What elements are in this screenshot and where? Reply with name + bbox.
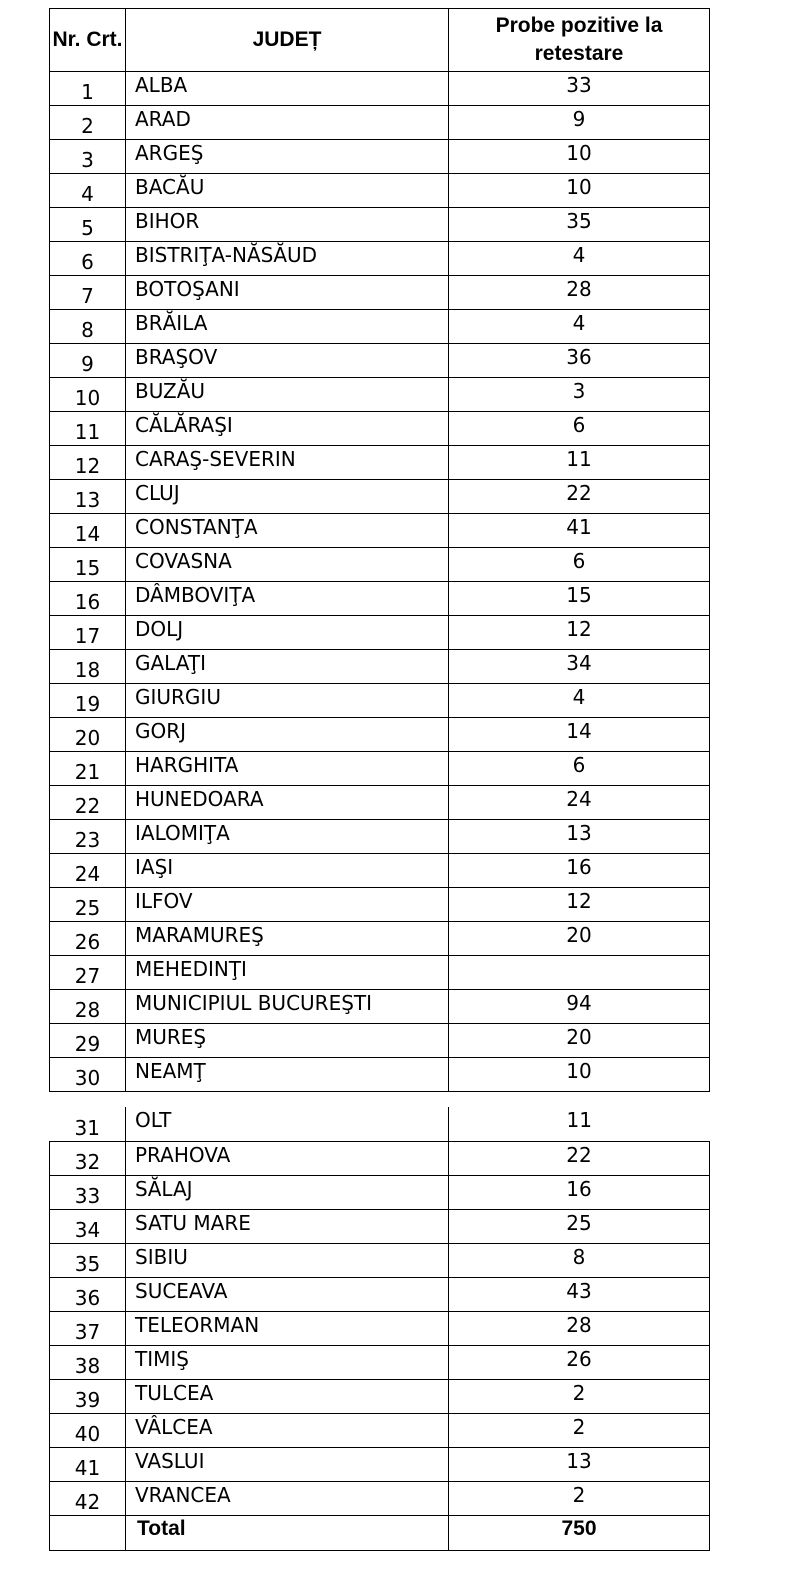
table-row <box>50 1414 710 1448</box>
row-value: 4 <box>449 310 710 344</box>
row-judet: MUNICIPIUL BUCUREŞTI <box>126 990 449 1024</box>
row-number: 7 <box>50 276 126 310</box>
total-row <box>50 1516 710 1551</box>
table-row <box>50 1210 710 1244</box>
row-number: 34 <box>50 1210 126 1244</box>
row-number: 6 <box>50 242 126 276</box>
row-judet: VASLUI <box>126 1448 449 1482</box>
header-nr-crt: Nr. Crt. <box>50 9 126 72</box>
row-value: 4 <box>449 242 710 276</box>
table-row <box>50 616 710 650</box>
row-value: 11 <box>449 1107 710 1142</box>
row-judet: ALBA <box>126 72 449 106</box>
row-judet: IAŞI <box>126 854 449 888</box>
row-value: 4 <box>449 684 710 718</box>
row-value: 33 <box>449 72 710 106</box>
table-row <box>50 446 710 480</box>
table-row <box>50 1380 710 1414</box>
row-number: 30 <box>50 1058 126 1092</box>
table-row <box>50 718 710 752</box>
table-row <box>50 888 710 922</box>
table-row <box>50 378 710 412</box>
row-value: 13 <box>449 1448 710 1482</box>
row-value: 10 <box>449 140 710 174</box>
row-judet: SIBIU <box>126 1244 449 1278</box>
header-judet: JUDEȚ <box>126 9 449 72</box>
header-row <box>50 9 710 72</box>
row-judet: ILFOV <box>126 888 449 922</box>
row-number: 19 <box>50 684 126 718</box>
row-judet: GALAŢI <box>126 650 449 684</box>
row-number: 23 <box>50 820 126 854</box>
row-value: 2 <box>449 1414 710 1448</box>
row-judet: BOTOŞANI <box>126 276 449 310</box>
row-number: 14 <box>50 514 126 548</box>
table-row <box>50 650 710 684</box>
row-value: 41 <box>449 514 710 548</box>
table-row <box>50 72 710 106</box>
table-row <box>50 922 710 956</box>
table-row <box>50 786 710 820</box>
row-judet: GIURGIU <box>126 684 449 718</box>
row-judet: CLUJ <box>126 480 449 514</box>
row-number: 37 <box>50 1312 126 1346</box>
row-number: 26 <box>50 922 126 956</box>
table-row <box>50 956 710 990</box>
row-judet: VÂLCEA <box>126 1414 449 1448</box>
table-row <box>50 140 710 174</box>
row-number: 32 <box>50 1142 126 1176</box>
row-judet: SĂLAJ <box>126 1176 449 1210</box>
row-number: 18 <box>50 650 126 684</box>
row-judet: BISTRIŢA-NĂSĂUD <box>126 242 449 276</box>
header-probe-pozitive: Probe pozitive la retestare <box>449 9 710 72</box>
row-value: 20 <box>449 922 710 956</box>
row-value: 13 <box>449 820 710 854</box>
row-number: 28 <box>50 990 126 1024</box>
row-number: 12 <box>50 446 126 480</box>
row-value: 26 <box>449 1346 710 1380</box>
row-value: 6 <box>449 412 710 446</box>
row-number: 27 <box>50 956 126 990</box>
row-number: 36 <box>50 1278 126 1312</box>
row-judet: HARGHITA <box>126 752 449 786</box>
row-number: 24 <box>50 854 126 888</box>
row-number: 20 <box>50 718 126 752</box>
row-judet: VRANCEA <box>126 1482 449 1516</box>
table-row <box>50 1107 710 1142</box>
row-number: 15 <box>50 548 126 582</box>
row-number: 1 <box>50 72 126 106</box>
row-judet: BUZĂU <box>126 378 449 412</box>
table-row <box>50 1278 710 1312</box>
row-value: 2 <box>449 1380 710 1414</box>
row-value: 35 <box>449 208 710 242</box>
row-judet: GORJ <box>126 718 449 752</box>
table-row <box>50 752 710 786</box>
table-row <box>50 1482 710 1516</box>
row-number: 39 <box>50 1380 126 1414</box>
row-value: 11 <box>449 446 710 480</box>
judete-table-part1 <box>49 8 710 1092</box>
row-value: 34 <box>449 650 710 684</box>
row-value: 24 <box>449 786 710 820</box>
table-row <box>50 1024 710 1058</box>
table-row <box>50 174 710 208</box>
table-row <box>50 1448 710 1482</box>
row-judet: ARAD <box>126 106 449 140</box>
row-value: 14 <box>449 718 710 752</box>
row-number: 11 <box>50 412 126 446</box>
row-number: 38 <box>50 1346 126 1380</box>
table-row <box>50 1176 710 1210</box>
row-number: 35 <box>50 1244 126 1278</box>
row-number: 8 <box>50 310 126 344</box>
row-number: 21 <box>50 752 126 786</box>
table-row <box>50 514 710 548</box>
row-judet: BACĂU <box>126 174 449 208</box>
row-judet: MEHEDINŢI <box>126 956 449 990</box>
row-value: 16 <box>449 1176 710 1210</box>
row-number: 40 <box>50 1414 126 1448</box>
table-row <box>50 990 710 1024</box>
row-value: 6 <box>449 548 710 582</box>
row-number: 16 <box>50 582 126 616</box>
row-number: 3 <box>50 140 126 174</box>
row-number: 9 <box>50 344 126 378</box>
row-judet: BRAŞOV <box>126 344 449 378</box>
total-empty-cell <box>50 1516 126 1551</box>
row-number: 31 <box>50 1107 126 1142</box>
row-judet: CARAŞ-SEVERIN <box>126 446 449 480</box>
row-value: 22 <box>449 480 710 514</box>
row-judet: PRAHOVA <box>126 1142 449 1176</box>
table-row <box>50 684 710 718</box>
row-value: 8 <box>449 1244 710 1278</box>
table-row <box>50 412 710 446</box>
total-value: 750 <box>449 1516 710 1551</box>
row-judet: CĂLĂRAŞI <box>126 412 449 446</box>
row-number: 22 <box>50 786 126 820</box>
table-row <box>50 582 710 616</box>
table-row <box>50 1058 710 1092</box>
row-judet: IALOMIŢA <box>126 820 449 854</box>
table-row <box>50 548 710 582</box>
row-number: 13 <box>50 480 126 514</box>
row-judet: SATU MARE <box>126 1210 449 1244</box>
row-value <box>449 956 710 990</box>
row-value: 43 <box>449 1278 710 1312</box>
row-value: 28 <box>449 276 710 310</box>
row-value: 10 <box>449 1058 710 1092</box>
row-judet: TELEORMAN <box>126 1312 449 1346</box>
row-judet: HUNEDOARA <box>126 786 449 820</box>
row-number: 41 <box>50 1448 126 1482</box>
table-row <box>50 1312 710 1346</box>
row-judet: OLT <box>126 1107 449 1142</box>
row-judet: COVASNA <box>126 548 449 582</box>
row-number: 5 <box>50 208 126 242</box>
table-row <box>50 1142 710 1176</box>
row-value: 94 <box>449 990 710 1024</box>
total-label: Total <box>126 1516 449 1551</box>
row-number: 17 <box>50 616 126 650</box>
row-value: 36 <box>449 344 710 378</box>
row-judet: MUREŞ <box>126 1024 449 1058</box>
row-value: 12 <box>449 888 710 922</box>
row-judet: MARAMUREŞ <box>126 922 449 956</box>
table-row <box>50 344 710 378</box>
row-judet: NEAMŢ <box>126 1058 449 1092</box>
row-number: 2 <box>50 106 126 140</box>
table-row <box>50 208 710 242</box>
row-judet: SUCEAVA <box>126 1278 449 1312</box>
table-row <box>50 1346 710 1380</box>
row-value: 28 <box>449 1312 710 1346</box>
row-value: 15 <box>449 582 710 616</box>
row-value: 6 <box>449 752 710 786</box>
table-row <box>50 276 710 310</box>
row-judet: ARGEŞ <box>126 140 449 174</box>
row-judet: BRĂILA <box>126 310 449 344</box>
table-row <box>50 242 710 276</box>
row-number: 25 <box>50 888 126 922</box>
row-number: 29 <box>50 1024 126 1058</box>
row-value: 9 <box>449 106 710 140</box>
row-value: 25 <box>449 1210 710 1244</box>
table-row <box>50 1244 710 1278</box>
row-number: 42 <box>50 1482 126 1516</box>
row-value: 3 <box>449 378 710 412</box>
row-value: 10 <box>449 174 710 208</box>
row-judet: DÂMBOVIŢA <box>126 582 449 616</box>
row-judet: DOLJ <box>126 616 449 650</box>
row-judet: TULCEA <box>126 1380 449 1414</box>
row-number: 33 <box>50 1176 126 1210</box>
table-row <box>50 480 710 514</box>
row-judet: TIMIŞ <box>126 1346 449 1380</box>
table-row <box>50 820 710 854</box>
row-number: 4 <box>50 174 126 208</box>
row-value: 12 <box>449 616 710 650</box>
row-number: 10 <box>50 378 126 412</box>
table-row <box>50 854 710 888</box>
row-value: 16 <box>449 854 710 888</box>
table-row <box>50 106 710 140</box>
row-value: 2 <box>449 1482 710 1516</box>
row-judet: BIHOR <box>126 208 449 242</box>
judete-table-part2 <box>49 1107 710 1551</box>
row-judet: CONSTANŢA <box>126 514 449 548</box>
table-row <box>50 310 710 344</box>
row-value: 20 <box>449 1024 710 1058</box>
row-value: 22 <box>449 1142 710 1176</box>
